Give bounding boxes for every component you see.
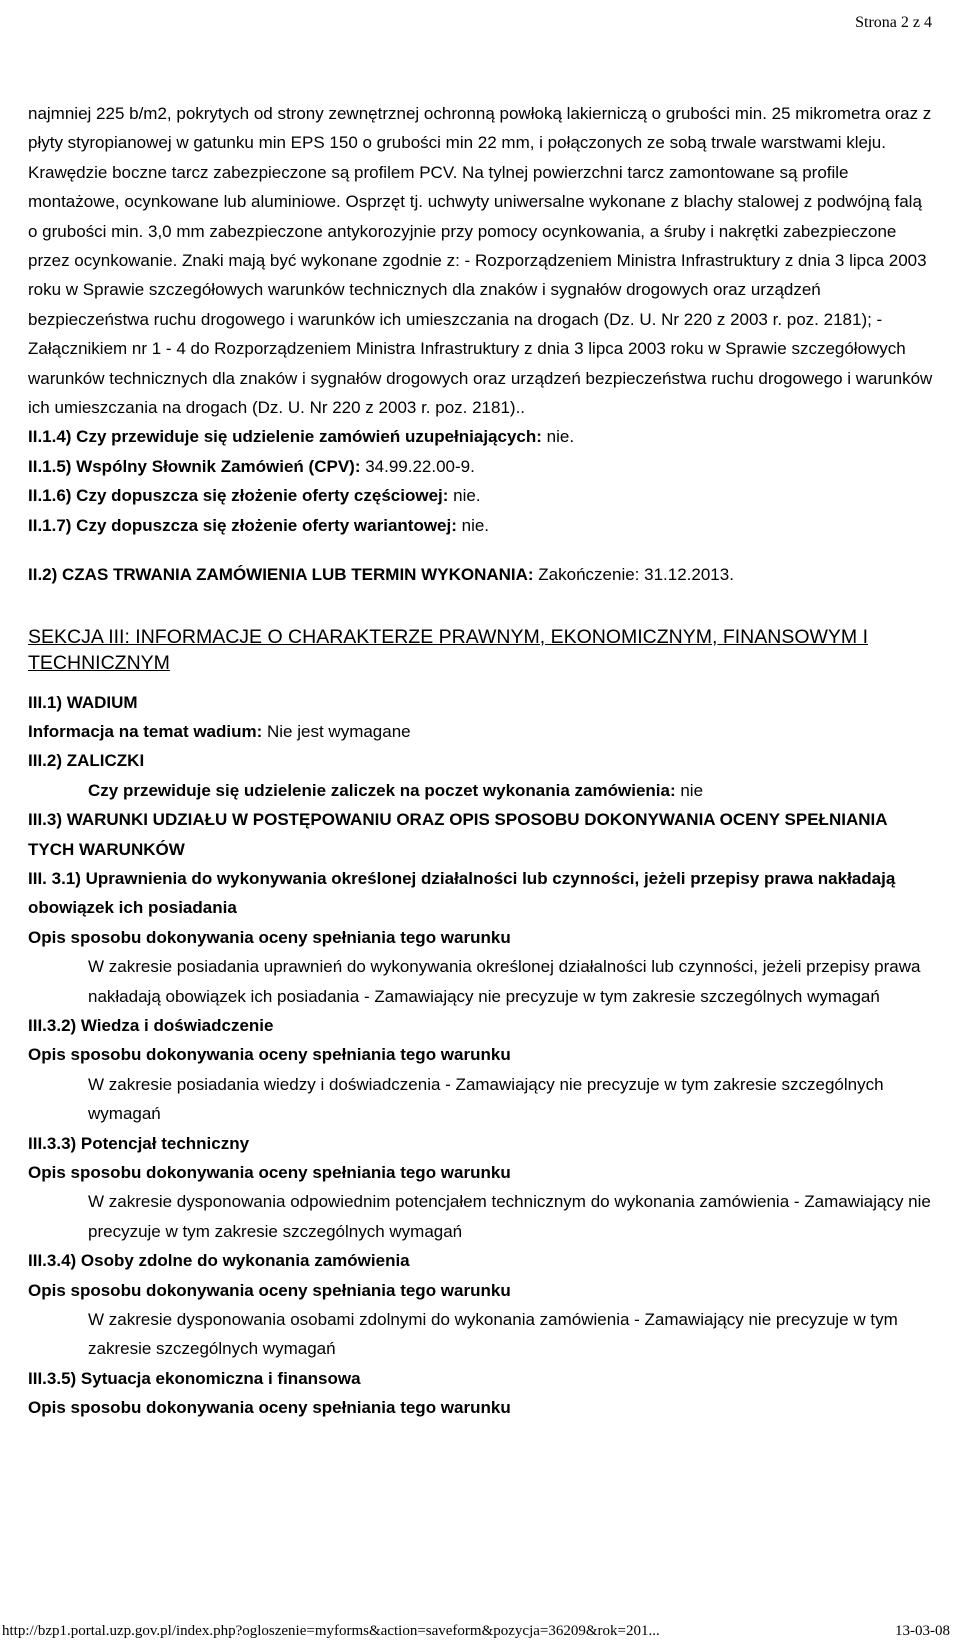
- warunki-heading: III.3) WARUNKI UDZIAŁU W POSTĘPOWANIU ORAZ OPIS SPOSOBU DOKONYWANIA OCENY SPEŁNIANIA TYCH WARUNKÓW: [28, 810, 887, 859]
- condition-title: III. 3.1) Uprawnienia do wykonywania określonej działalności lub czynności, jeżeli przepisy prawa nakładają obowiązek ich posiadania: [28, 868, 896, 918]
- condition-3-2: [28, 1011, 934, 1129]
- page-number-label: Strona 2 z 4: [855, 14, 932, 31]
- item-ii-1-5: II.1.5) Wspólny Słownik Zamówień (CPV): 34.99.22.00-9.: [28, 456, 475, 476]
- item-ii-1-7: II.1.7) Czy dopuszcza się złożenie oferty wariantowej: nie.: [28, 515, 490, 535]
- condition-3-5: [28, 1364, 934, 1423]
- intro-text: najmniej 225 b/m2, pokrytych od strony zewnętrznej ochronną powłoką lakierniczą o grubości min. 25 mikrometra oraz z płyty styropianowej w gatunku min EPS 150 o grubości min 22 mm, i połączonych ze sobą trwale warstwami kleju. Krawędzie boczne tarcz zabezpieczone są profilem PCV. Na tylnej powierzchni tarcz zamontowane są profile montażowe, ocynkowane lub aluminiowe. Osprzęt tj. uchwyty uniwersalne wykonane z blachy stalowej z podwójną falą o grubości min. 3,0 mm zabezpieczone antykorozyjnie przy pomocy ocynkowania, a śruby i nakrętki zabezpieczone przez ocynkowanie. Znaki mają być wykonane zgodnie z: - Rozporządzeniem Ministra Infrastruktury z dnia 3 lipca 2003 roku w Sprawie szczegółowych warunków technicznych dla znaków i sygnałów drogowych oraz urządzeń bezpieczeństwa ruchu drogowego i warunków ich umieszczania na drogach (Dz. U. Nr 220 z 2003 r. poz. 2181); - Załącznikiem nr 1 - 4 do Rozporządzeniem Ministra Infrastruktury z dnia 3 lipca 2003 roku w Sprawie szczegółowych warunków technicznych dla znaków i sygnałów drogowych oraz urządzeń bezpieczeństwa ruchu drogowego i warunków ich umieszczania na drogach (Dz. U. Nr 220 z 2003 r. poz. 2181)..: [28, 104, 933, 418]
- zaliczki-heading: III.2) ZALICZKI: [28, 751, 145, 771]
- opis-label: Opis sposobu dokonywania oceny spełniania tego warunku: [28, 927, 511, 947]
- condition-3-1: [28, 864, 934, 1011]
- intro-paragraph: [28, 99, 934, 422]
- condition-desc: W zakresie posiadania uprawnień do wykonywania określonej działalności lub czynności, jeżeli przepisy prawa nakładają obowiązek ich posiadania - Zamawiający nie precyzuje w tym zakresie szczególnych wymagań: [88, 957, 921, 1006]
- item-ii-1-4: II.1.4) Czy przewiduje się udzielenie zamówień uzupełniających: nie.: [28, 427, 575, 447]
- footer-url: http://bzp1.portal.uzp.gov.pl/index.php?ogloszenie=myforms&action=saveform&pozycja=36209&rok=201...: [2, 1623, 660, 1639]
- condition-title: III.3.3) Potencjał techniczny: [28, 1133, 250, 1153]
- wadium-info: Informacja na temat wadium: Nie jest wymagane: [28, 721, 411, 741]
- zaliczki-info: Czy przewiduje się udzielenie zaliczek na poczet wykonania zamówienia: nie: [88, 780, 704, 800]
- condition-title: III.3.4) Osoby zdolne do wykonania zamówienia: [28, 1251, 410, 1271]
- opis-label: Opis sposobu dokonywania oceny spełniania tego warunku: [28, 1045, 511, 1065]
- page-footer: [0, 1623, 960, 1645]
- wadium-heading: III.1) WADIUM: [28, 692, 138, 712]
- condition-desc: W zakresie posiadania wiedzy i doświadczenia - Zamawiający nie precyzuje w tym zakresie szczególnych wymagań: [88, 1074, 884, 1124]
- condition-desc: W zakresie dysponowania odpowiednim potencjałem technicznym do wykonania zamówienia - Zamawiający nie precyzuje w tym zakresie szczególnych wymagań: [88, 1192, 931, 1241]
- opis-label: Opis sposobu dokonywania oceny spełniania tego warunku: [28, 1398, 511, 1418]
- opis-label: Opis sposobu dokonywania oceny spełniania tego warunku: [28, 1163, 511, 1182]
- opis-label: Opis sposobu dokonywania oceny spełniania tego warunku: [28, 1280, 511, 1300]
- condition-desc: W zakresie dysponowania osobami zdolnymi do wykonania zamówienia - Zamawiający nie precyzuje w tym zakresie szczególnych wymagań: [88, 1310, 898, 1359]
- item-ii-1-6: II.1.6) Czy dopuszcza się złożenie oferty częściowej: nie.: [28, 486, 481, 506]
- item-ii-2-duration: II.2) CZAS TRWANIA ZAMÓWIENIA LUB TERMIN WYKONANIA: Zakończenie: 31.12.2013.: [28, 565, 734, 585]
- condition-title: III.3.5) Sytuacja ekonomiczna i finansowa: [28, 1368, 361, 1388]
- condition-3-4: [28, 1246, 934, 1364]
- section-2-items: [28, 422, 934, 540]
- condition-title: III.3.2) Wiedza i doświadczenie: [28, 1015, 274, 1035]
- section-3-title: SEKCJA III: INFORMACJE O CHARAKTERZE PRAWNYM, EKONOMICZNYM, FINANSOWYM I TECHNICZNYM: [28, 625, 869, 674]
- document-body: [28, 99, 934, 1423]
- footer-date: 13-03-08: [895, 1623, 950, 1639]
- spacer: [28, 540, 934, 560]
- condition-3-3: [28, 1129, 934, 1247]
